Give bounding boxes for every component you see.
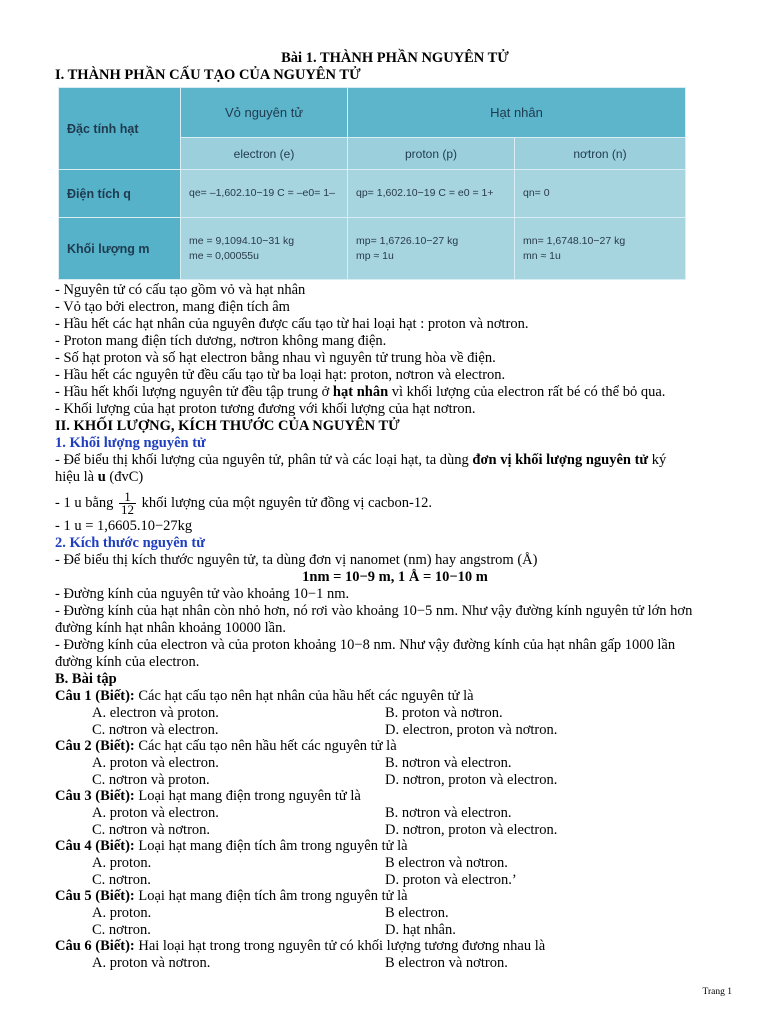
mass-proton-u: mp ≈ 1u [356, 249, 394, 262]
text-span: hiệu là [55, 469, 98, 485]
table-header-electron: electron (e) [181, 138, 348, 170]
mass-neutron-kg: mn= 1,6748.10−27 kg [523, 234, 626, 247]
table-cell-mass-electron [181, 218, 348, 280]
question [55, 888, 735, 938]
answer-option: A. proton và electron. [92, 805, 219, 821]
mass-electron-kg: me = 9,1094.10−31 kg [189, 234, 295, 247]
question [55, 688, 735, 738]
subheading-atomic-mass: 1. Khối lượng nguyên tử [55, 435, 206, 451]
answer-option: A. proton. [92, 905, 152, 921]
particle-properties-table [58, 87, 686, 280]
mass-proton-kg: mp= 1,6726.10−27 kg [356, 234, 459, 247]
answer-option: A. proton và nơtron. [92, 955, 211, 971]
answer-row [55, 705, 735, 722]
question-text: Hai loại hạt trong trong nguyên tử có khối lượng tương đương nhau là [134, 938, 546, 954]
table-cell-charge-proton: qp= 1,602.10−19 C = e0 = 1+ [348, 170, 515, 218]
bullet-line: - Khối lượng của hạt proton tương đương với khối lượng của hạt nơtron. [55, 401, 476, 417]
unit-symbol-u: u [97, 469, 106, 485]
u-definition [55, 486, 735, 520]
answer-row [55, 772, 735, 789]
question-text: Loại hạt mang điện tích âm trong nguyên tử là [134, 838, 408, 854]
emphasis-nucleus: hạt nhân [332, 384, 389, 400]
text-span: (đvC) [105, 469, 144, 485]
answer-row [55, 922, 735, 939]
table-cell-charge-electron: qe= –1,602.10−19 C = –e0= 1– [181, 170, 348, 218]
question-stem [55, 888, 735, 905]
answer-row [55, 905, 735, 922]
nucleus-diameter-cont: đường kính hạt nhân khoảng 10000 lần. [55, 620, 286, 636]
question-label: Câu 4 (Biết): [55, 838, 135, 854]
answer-option: C. nơtron. [92, 921, 151, 938]
answer-row [55, 805, 735, 822]
mass-unit-symbol [55, 469, 735, 486]
table-cell-mass-proton [348, 218, 515, 280]
text-span: - Hầu hết khối lượng nguyên tử đều tập trung ở [55, 384, 333, 400]
answer-option: C. nơtron và nơtron. [92, 821, 211, 838]
answer-option: B. nơtron và electron. [385, 755, 512, 771]
table-cell-charge-neutron: qn= 0 [515, 170, 686, 218]
text-span: khối lượng của một nguyên tử đồng vị cacbon-12. [141, 495, 433, 511]
bullet-line: - Vỏ tạo bởi electron, mang điện tích âm [55, 299, 290, 315]
question [55, 838, 735, 888]
question-stem [55, 738, 735, 755]
answer-option: C. nơtron và electron. [92, 721, 219, 738]
fraction-one-twelfth [119, 491, 136, 516]
answer-option: D. hạt nhân. [385, 921, 456, 938]
question-text: Loại hạt mang điện tích âm trong nguyên tử là [134, 888, 408, 904]
table-header-proton: proton (p) [348, 138, 515, 170]
answer-option: B electron. [385, 905, 449, 921]
question [55, 788, 735, 838]
question-text: Loại hạt mang điện trong nguyên tử là [134, 788, 361, 804]
emphasis-mass-unit: đơn vị khối lượng nguyên tử [472, 452, 649, 468]
answer-row [55, 722, 735, 739]
bullet-line: - Proton mang điện tích dương, nơtron không mang điện. [55, 333, 387, 349]
table-label-properties: Đặc tính hạt [59, 88, 181, 170]
text-span: vì khối lượng của electron rất bé có thể bỏ qua. [388, 384, 666, 400]
question-label: Câu 6 (Biết): [55, 938, 135, 954]
table-header-neutron: nơtron (n) [515, 138, 686, 170]
question-text: Các hạt cấu tạo nên hạt nhân của hầu hết các nguyên tử là [134, 688, 474, 704]
unit-conversion: 1nm = 10−9 m, 1 Å = 10−10 m [302, 569, 488, 585]
answer-row [55, 855, 735, 872]
page-number: Trang 1 [702, 987, 732, 997]
question-label: Câu 3 (Biết): [55, 788, 135, 804]
text-span: - 1 u bằng [55, 495, 114, 511]
answer-row [55, 955, 735, 972]
table-header-nucleus: Hạt nhân [348, 88, 686, 138]
question-label: Câu 5 (Biết): [55, 888, 135, 904]
answer-row [55, 872, 735, 889]
mass-unit-definition [55, 452, 735, 469]
question-label: Câu 2 (Biết): [55, 738, 135, 754]
question-stem [55, 688, 735, 705]
section-heading-1: I. THÀNH PHẦN CẤU TẠO CỦA NGUYÊN TỬ [55, 67, 361, 83]
question-label: Câu 1 (Biết): [55, 688, 135, 704]
bullet-line: - Số hạt proton và số hạt electron bằng nhau vì nguyên tử trung hòa về điện. [55, 350, 496, 366]
question-stem [55, 788, 735, 805]
answer-option: A. proton và electron. [92, 755, 219, 771]
bullet-line: - Nguyên tử có cấu tạo gồm vỏ và hạt nhân [55, 282, 306, 298]
nucleus-diameter: - Đường kính của hạt nhân còn nhỏ hơn, nó rơi vào khoảng 10−5 nm. Như vậy đường kính nguyên tử lớn hơn [55, 603, 693, 619]
fraction-denominator: 12 [121, 502, 135, 518]
fraction-numerator: 1 [119, 491, 136, 504]
electron-diameter-cont: đường kính của electron. [55, 654, 200, 670]
answer-option: D. electron, proton và nơtron. [385, 721, 558, 738]
answer-option: D. nơtron, proton và electron. [385, 771, 558, 788]
table-label-charge: Điện tích q [59, 170, 181, 218]
answer-option: B. nơtron và electron. [385, 805, 512, 821]
answer-option: D. nơtron, proton và electron. [385, 821, 558, 838]
bullet-mass-nucleus [55, 384, 735, 401]
page-title: Bài 1. THÀNH PHẦN NGUYÊN TỬ [281, 50, 509, 66]
u-value: - 1 u = 1,6605.10−27kg [55, 518, 193, 534]
question-text: Các hạt cấu tạo nên hầu hết các nguyên tử là [134, 738, 397, 754]
answer-option: C. nơtron và proton. [92, 771, 210, 788]
size-unit-definition: - Để biểu thị kích thước nguyên tử, ta dùng đơn vị nanomet (nm) hay angstrom (Å) [55, 552, 538, 568]
answer-option: A. electron và proton. [92, 705, 219, 721]
answer-option: A. proton. [92, 855, 152, 871]
document-page [55, 50, 735, 972]
question-stem [55, 838, 735, 855]
answer-option: B electron và nơtron. [385, 955, 508, 971]
table-header-shell: Vỏ nguyên tử [181, 88, 348, 138]
answer-row [55, 755, 735, 772]
answer-option: B. proton và nơtron. [385, 705, 503, 721]
subheading-atomic-size: 2. Kích thước nguyên tử [55, 535, 205, 551]
bullet-line: - Hầu hết các hạt nhân của nguyên được cấu tạo từ hai loại hạt : proton và nơtron. [55, 316, 529, 332]
question [55, 738, 735, 788]
bullet-line: - Hầu hết các nguyên tử đều cấu tạo từ ba loại hạt: proton, nơtron và electron. [55, 367, 506, 383]
question-stem [55, 938, 735, 955]
text-span: ký [648, 452, 667, 468]
mass-electron-u: me ≈ 0,00055u [189, 249, 259, 262]
electron-diameter: - Đường kính của electron và của proton khoảng 10−8 nm. Như vậy đường kính của hạt nhân gấp 1000 lần [55, 637, 676, 653]
table-label-mass: Khối lượng m [59, 218, 181, 280]
atom-diameter: - Đường kính của nguyên tử vào khoảng 10−1 nm. [55, 586, 350, 602]
exercises-heading: B. Bài tập [55, 671, 117, 687]
answer-row [55, 822, 735, 839]
answer-option: B electron và nơtron. [385, 855, 508, 871]
answer-option: C. nơtron. [92, 871, 151, 888]
text-span: - Để biểu thị khối lượng của nguyên tử, phân tử và các loại hạt, ta dùng [55, 452, 473, 468]
mass-neutron-u: mn ≈ 1u [523, 249, 561, 262]
answer-option: D. proton và electron.’ [385, 871, 517, 888]
table-cell-mass-neutron [515, 218, 686, 280]
section-heading-2: II. KHỐI LƯỢNG, KÍCH THƯỚC CỦA NGUYÊN TỬ [55, 418, 400, 434]
question [55, 938, 735, 972]
